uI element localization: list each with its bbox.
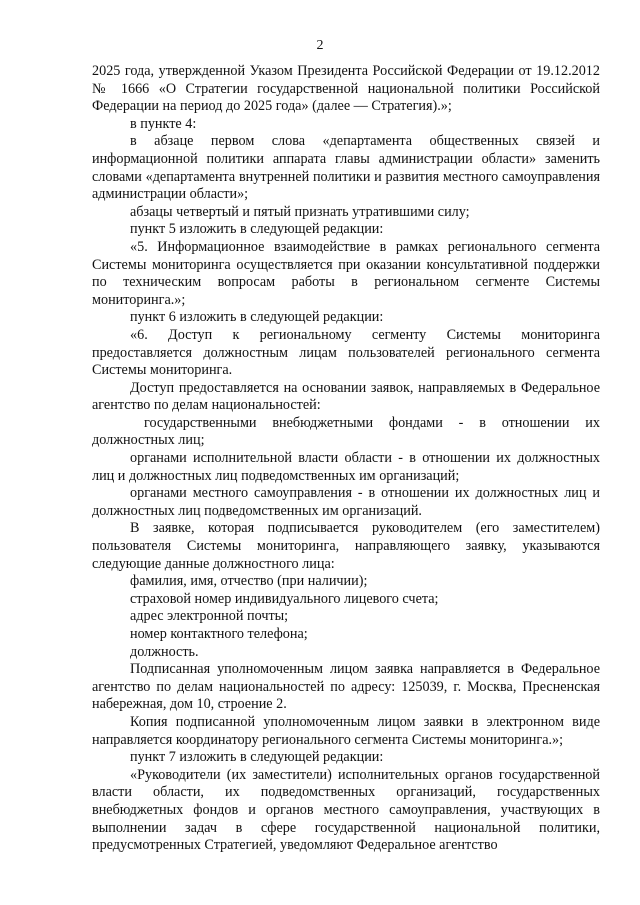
paragraph: пункт 6 изложить в следующей редакции: — [130, 309, 384, 326]
paragraph: В заявке, которая подписывается руководителем (его заместителем) пользователя Системы мониторинга, направляющего заявку, указываются следующие данные должностного лица: — [92, 520, 600, 572]
paragraph: «5. Информационное взаимодействие в рамках регионального сегмента Системы мониторинга осуществляется при оказании консультативной поддержки по техническим вопросам работы в региональном сегменте Системы мониторинга.»; — [92, 238, 600, 308]
paragraph: в абзаце первом слова «департамента общественных связей и информационной политики аппарата главы администрации области» заменить словами «департамента внутренней политики и развития местного самоуправления администрации области»; — [92, 133, 600, 203]
paragraph: страховой номер индивидуального лицевого счета; — [130, 590, 439, 607]
paragraph: органами местного самоуправления - в отношении их должностных лиц и должностных лиц подведомственных им организаций. — [92, 485, 600, 519]
paragraph: государственными внебюджетными фондами - в отношении их должностных лиц; — [92, 414, 600, 449]
page-number: 2 — [316, 38, 324, 53]
paragraph: Подписанная уполномоченным лицом заявка направляется в Федеральное агентство по делам национальностей по адресу: 125039, г. Москва, Пресненская набережная, дом 10, строение 2. — [92, 661, 600, 713]
paragraph: «6. Доступ к региональному сегменту Системы мониторинга предоставляется должностным лицам пользователей регионального сегмента Системы мониторинга. — [92, 326, 600, 379]
paragraph: абзацы четвертый и пятый признать утратившими силу; — [130, 203, 470, 220]
paragraph: Копия подписанной уполномоченным лицом заявки в электронном виде направляется координатору регионального сегмента Системы мониторинга.»; — [92, 713, 600, 748]
paragraph: пункт 5 изложить в следующей редакции: — [130, 221, 384, 238]
paragraph: пункт 7 изложить в следующей редакции: — [130, 749, 384, 766]
paragraph: 2025 года, утвержденной Указом Президента Российской Федерации от 19.12.2012 № 1666 «О Стратегии государственной национальной политики Российской Федерации на период до 2025 года» (далее — Стратегия).»; — [92, 63, 600, 115]
paragraph: Доступ предоставляется на основании заявок, направляемых в Федеральное агентство по делам национальностей: — [92, 379, 600, 414]
paragraph: номер контактного телефона; — [130, 626, 308, 642]
paragraph: фамилия, имя, отчество (при наличии); — [130, 573, 368, 590]
paragraph: в пункте 4: — [130, 115, 197, 132]
paragraph: адрес электронной почты; — [130, 608, 289, 625]
paragraph: «Руководители (их заместители) исполнительных органов государственной власти области, их подведомственных организаций, государственных внебюджетных фондов и органов местного самоуправления, участвующих в выполнении задач в сфере государственной национальной политики, предусмотренных Стратегией, уведомляют Федеральное агентство — [92, 766, 600, 854]
document-body — [92, 63, 600, 855]
paragraph: органами исполнительной власти области - в отношении их должностных лиц и должностных лиц подведомственных им организаций; — [92, 450, 600, 484]
paragraph: должность. — [130, 643, 199, 660]
